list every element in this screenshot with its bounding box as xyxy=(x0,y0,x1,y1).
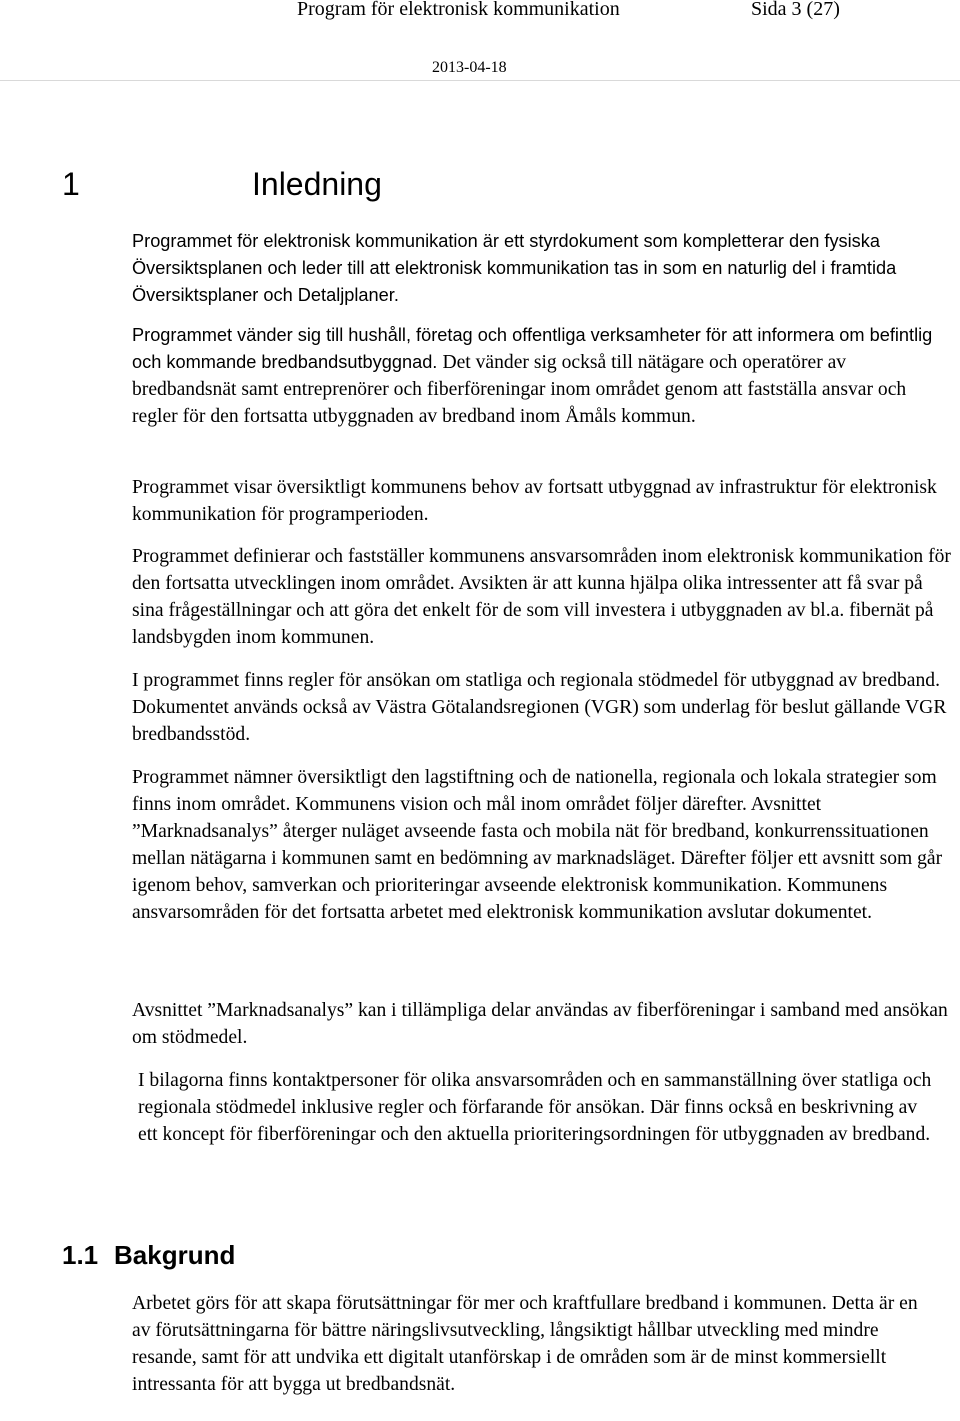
section-number: 1.1 xyxy=(62,1240,99,1270)
paragraph: Avsnittet ”Marknadsanalys” kan i tillämpliga delar användas av fiberföreningar i samband med ansökan om stödmedel. xyxy=(132,1000,948,1048)
paragraph: Programmet definierar och fastställer kommunens ansvarsområden inom elektronisk kommunikation för den fortsatta utvecklingen inom området. Avsikten är att kunna hjälpa olika intressenter att få svar på sina frågeställningar och att göra det enkelt för de som vill investera i utbyggnaden av bl.a. fibernät på landsbygden inom kommunen. xyxy=(132,546,951,648)
paragraph: Programmet visar översiktligt kommunens behov av fortsatt utbyggnad av infrastruktur för elektronisk kommunikation för programperioden. xyxy=(132,477,937,525)
header-date: 2013-04-18 xyxy=(432,59,507,76)
paragraph-sentence: Det vänder sig också till nätägare och operatörer av bredbandsnät samt entreprenörer och fiberföreningar inom området genom att fastställa ansvar och regler för den fortsatta utbyggnaden av bredband inom Åmåls kommun. xyxy=(132,352,907,427)
paragraph xyxy=(132,322,952,430)
paragraph: Programmet nämner översiktligt den lagstiftning och de nationella, regionala och lokala strategier som finns inom området. Kommunens vision och mål inom området följer därefter. Avsnittet ”Marknadsanalys” återger nuläget avseende fasta och mobila nät för bredband, konkurrenssituationen mellan nätägarna i kommunen samt en bedömning av marknadsläget. Därefter följer ett avsnitt som går igenom behov, samverkan och prioriteringar avseende elektronisk kommunikation. Kommunens ansvarsområden för det fortsatta arbetet med elektronisk kommunikation avslutar dokumentet. xyxy=(132,767,943,923)
section-heading-bakgrund xyxy=(62,1240,235,1271)
paragraph: Arbetet görs för att skapa förutsättningar för mer och kraftfullare bredband i kommunen. Detta är en av förutsättningarna för bättre näringslivsutveckling, långsiktigt hållbar utveckling med mindre resande, samt för att undvika ett digitalt utanförskap i de områden som är de minst kommersiellt intressanta för att bygga ut bredbandsnät. xyxy=(132,1293,918,1395)
section-heading-inledning xyxy=(62,166,382,203)
section-title: Inledning xyxy=(252,166,382,202)
header-divider xyxy=(0,80,960,81)
header-page-number: Sida 3 (27) xyxy=(751,0,840,20)
paragraph-sentence: Programmet vänder sig till hushåll, företag och offentliga verksamheter för att informera om befintlig och kommande bredbandsutbyggnad. xyxy=(132,325,933,372)
paragraph: Programmet för elektronisk kommunikation är ett styrdokument som kompletterar den fysiska Översiktsplanen och leder till att elektronisk kommunikation tas in som en naturlig del i framtida Översiktsplaner och Detaljplaner. xyxy=(132,231,897,305)
section-title: Bakgrund xyxy=(114,1240,236,1270)
paragraph: I bilagorna finns kontaktpersoner för olika ansvarsområden och en sammanställning över statliga och regionala stödmedel inklusive regler och förfarande för ansökan. Där finns också en beskrivning av ett koncept för fiberföreningar och den aktuella prioriteringsordningen för utbyggnaden av bredband. xyxy=(138,1070,932,1145)
header-document-title: Program för elektronisk kommunikation xyxy=(297,0,620,20)
page-header xyxy=(0,0,960,80)
section-number: 1 xyxy=(62,166,80,202)
paragraph: I programmet finns regler för ansökan om statliga och regionala stödmedel för utbyggnad av bredband. Dokumentet används också av Västra Götalandsregionen (VGR) som underlag för beslut gällande VGR bredbandsstöd. xyxy=(132,670,947,745)
